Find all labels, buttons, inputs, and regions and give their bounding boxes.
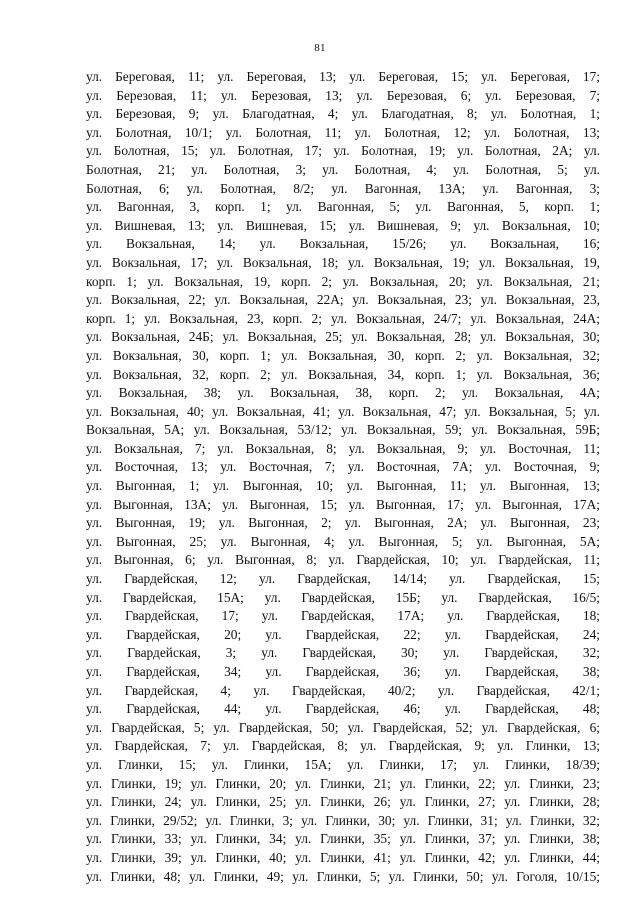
text-line: ул. Гвардейская, 12; ул. Гвардейская, 14/14; ул. Гвардейская, 15; <box>86 571 600 587</box>
text-line: ул. Глинки, 48; ул. Глинки, 49; ул. Глинки, 5; ул. Глинки, 50; ул. Гоголя, 10/15; <box>86 868 600 884</box>
text-line: ул. Вокзальная, 17; ул. Вокзальная, 18; ул. Вокзальная, 19; ул. Вокзальная, 19, <box>86 254 600 270</box>
text-line: ул. Гвардейская, 20; ул. Гвардейская, 22; ул. Гвардейская, 24; <box>86 626 600 642</box>
text-line: ул. Вокзальная, 32, корп. 2; ул. Вокзальная, 34, корп. 1; ул. Вокзальная, 36; <box>86 366 600 382</box>
text-line: ул. Вокзальная, 40; ул. Вокзальная, 41; ул. Вокзальная, 47; ул. Вокзальная, 5; ул. <box>86 403 600 419</box>
text-line: ул. Глинки, 15; ул. Глинки, 15А; ул. Глинки, 17; ул. Глинки, 18/39; <box>86 756 600 772</box>
text-line: ул. Гвардейская, 34; ул. Гвардейская, 36; ул. Гвардейская, 38; <box>86 664 600 679</box>
text-line: ул. Березовая, 11; ул. Березовая, 13; ул. Березовая, 6; ул. Березовая, 7; <box>86 87 600 103</box>
text-line: ул. Вокзальная, 24Б; ул. Вокзальная, 25; ул. Вокзальная, 28; ул. Вокзальная, 30; <box>86 329 600 345</box>
text-line: ул. Вокзальная, 38; ул. Вокзальная, 38, корп. 2; ул. Вокзальная, 4А; <box>86 385 600 401</box>
text-line: ул. Гвардейская, 5; ул. Гвардейская, 50; ул. Гвардейская, 52; ул. Гвардейская, 6; <box>86 719 600 735</box>
page-number: 81 <box>314 42 326 54</box>
text-line: ул. Вагонная, 3, корп. 1; ул. Вагонная, 5; ул. Вагонная, 5, корп. 1; <box>86 199 600 215</box>
text-line: ул. Береговая, 11; ул. Береговая, 13; ул. Береговая, 15; ул. Береговая, 17; <box>86 69 600 84</box>
text-line: ул. Гвардейская, 7; ул. Гвардейская, 8; ул. Гвардейская, 9; ул. Глинки, 13; <box>86 738 600 754</box>
text-line: ул. Болотная, 15; ул. Болотная, 17; ул. Болотная, 19; ул. Болотная, 2А; ул. <box>86 143 600 159</box>
text-line: ул. Гвардейская, 44; ул. Гвардейская, 46; ул. Гвардейская, 48; <box>86 701 600 717</box>
text-line: ул. Болотная, 10/1; ул. Болотная, 11; ул. Болотная, 12; ул. Болотная, 13; <box>86 124 600 140</box>
text-line: ул. Глинки, 19; ул. Глинки, 20; ул. Глинки, 21; ул. Глинки, 22; ул. Глинки, 23; <box>86 775 600 791</box>
text-line: Болотная, 6; ул. Болотная, 8/2; ул. Вагонная, 13А; ул. Вагонная, 3; <box>86 180 600 196</box>
text-line: ул. Гвардейская, 15А; ул. Гвардейская, 15Б; ул. Гвардейская, 16/5; <box>86 589 600 605</box>
text-line: ул. Вокзальная, 7; ул. Вокзальная, 8; ул. Вокзальная, 9; ул. Восточная, 11; <box>86 440 600 456</box>
text-line: ул. Выгонная, 1; ул. Выгонная, 10; ул. Выгонная, 11; ул. Выгонная, 13; <box>86 478 600 494</box>
text-line: ул. Вокзальная, 14; ул. Вокзальная, 15/26; ул. Вокзальная, 16; <box>86 236 600 252</box>
text-line: ул. Выгонная, 6; ул. Выгонная, 8; ул. Гвардейская, 10; ул. Гвардейская, 11; <box>86 552 600 568</box>
text-line: ул. Выгонная, 13А; ул. Выгонная, 15; ул. Выгонная, 17; ул. Выгонная, 17А; <box>86 496 600 512</box>
text-line: ул. Вишневая, 13; ул. Вишневая, 15; ул. Вишневая, 9; ул. Вокзальная, 10; <box>86 217 600 233</box>
text-line: корп. 1; ул. Вокзальная, 23, корп. 2; ул. Вокзальная, 24/7; ул. Вокзальная, 24А; <box>86 310 600 326</box>
text-line: ул. Глинки, 24; ул. Глинки, 25; ул. Глинки, 26; ул. Глинки, 27; ул. Глинки, 28; <box>86 794 600 810</box>
text-line: ул. Глинки, 29/52; ул. Глинки, 3; ул. Глинки, 30; ул. Глинки, 31; ул. Глинки, 32; <box>86 812 600 828</box>
text-line: Вокзальная, 5А; ул. Вокзальная, 53/12; ул. Вокзальная, 59; ул. Вокзальная, 59Б; <box>86 422 600 438</box>
text-line: ул. Гвардейская, 3; ул. Гвардейская, 30; ул. Гвардейская, 32; <box>86 645 600 661</box>
text-line: ул. Вокзальная, 30, корп. 1; ул. Вокзальная, 30, корп. 2; ул. Вокзальная, 32; <box>86 347 600 363</box>
text-line: ул. Вокзальная, 22; ул. Вокзальная, 22А; ул. Вокзальная, 23; ул. Вокзальная, 23, <box>86 292 600 308</box>
text-line: ул. Глинки, 39; ул. Глинки, 40; ул. Глинки, 41; ул. Глинки, 42; ул. Глинки, 44; <box>86 849 600 865</box>
text-line: ул. Гвардейская, 17; ул. Гвардейская, 17А; ул. Гвардейская, 18; <box>86 608 600 624</box>
text-line: ул. Березовая, 9; ул. Благодатная, 4; ул. Благодатная, 8; ул. Болотная, 1; <box>86 106 600 122</box>
address-list-text <box>86 68 600 886</box>
text-line: ул. Выгонная, 19; ул. Выгонная, 2; ул. Выгонная, 2А; ул. Выгонная, 23; <box>86 515 600 531</box>
text-line: ул. Гвардейская, 4; ул. Гвардейская, 40/2; ул. Гвардейская, 42/1; <box>86 682 600 698</box>
text-line: ул. Глинки, 33; ул. Глинки, 34; ул. Глинки, 35; ул. Глинки, 37; ул. Глинки, 38; <box>86 831 600 847</box>
text-line: ул. Выгонная, 25; ул. Выгонная, 4; ул. Выгонная, 5; ул. Выгонная, 5А; <box>86 533 600 549</box>
text-line: ул. Восточная, 13; ул. Восточная, 7; ул. Восточная, 7А; ул. Восточная, 9; <box>86 459 600 475</box>
text-line: корп. 1; ул. Вокзальная, 19, корп. 2; ул. Вокзальная, 20; ул. Вокзальная, 21; <box>86 273 600 289</box>
text-line: Болотная, 21; ул. Болотная, 3; ул. Болотная, 4; ул. Болотная, 5; ул. <box>86 161 600 177</box>
